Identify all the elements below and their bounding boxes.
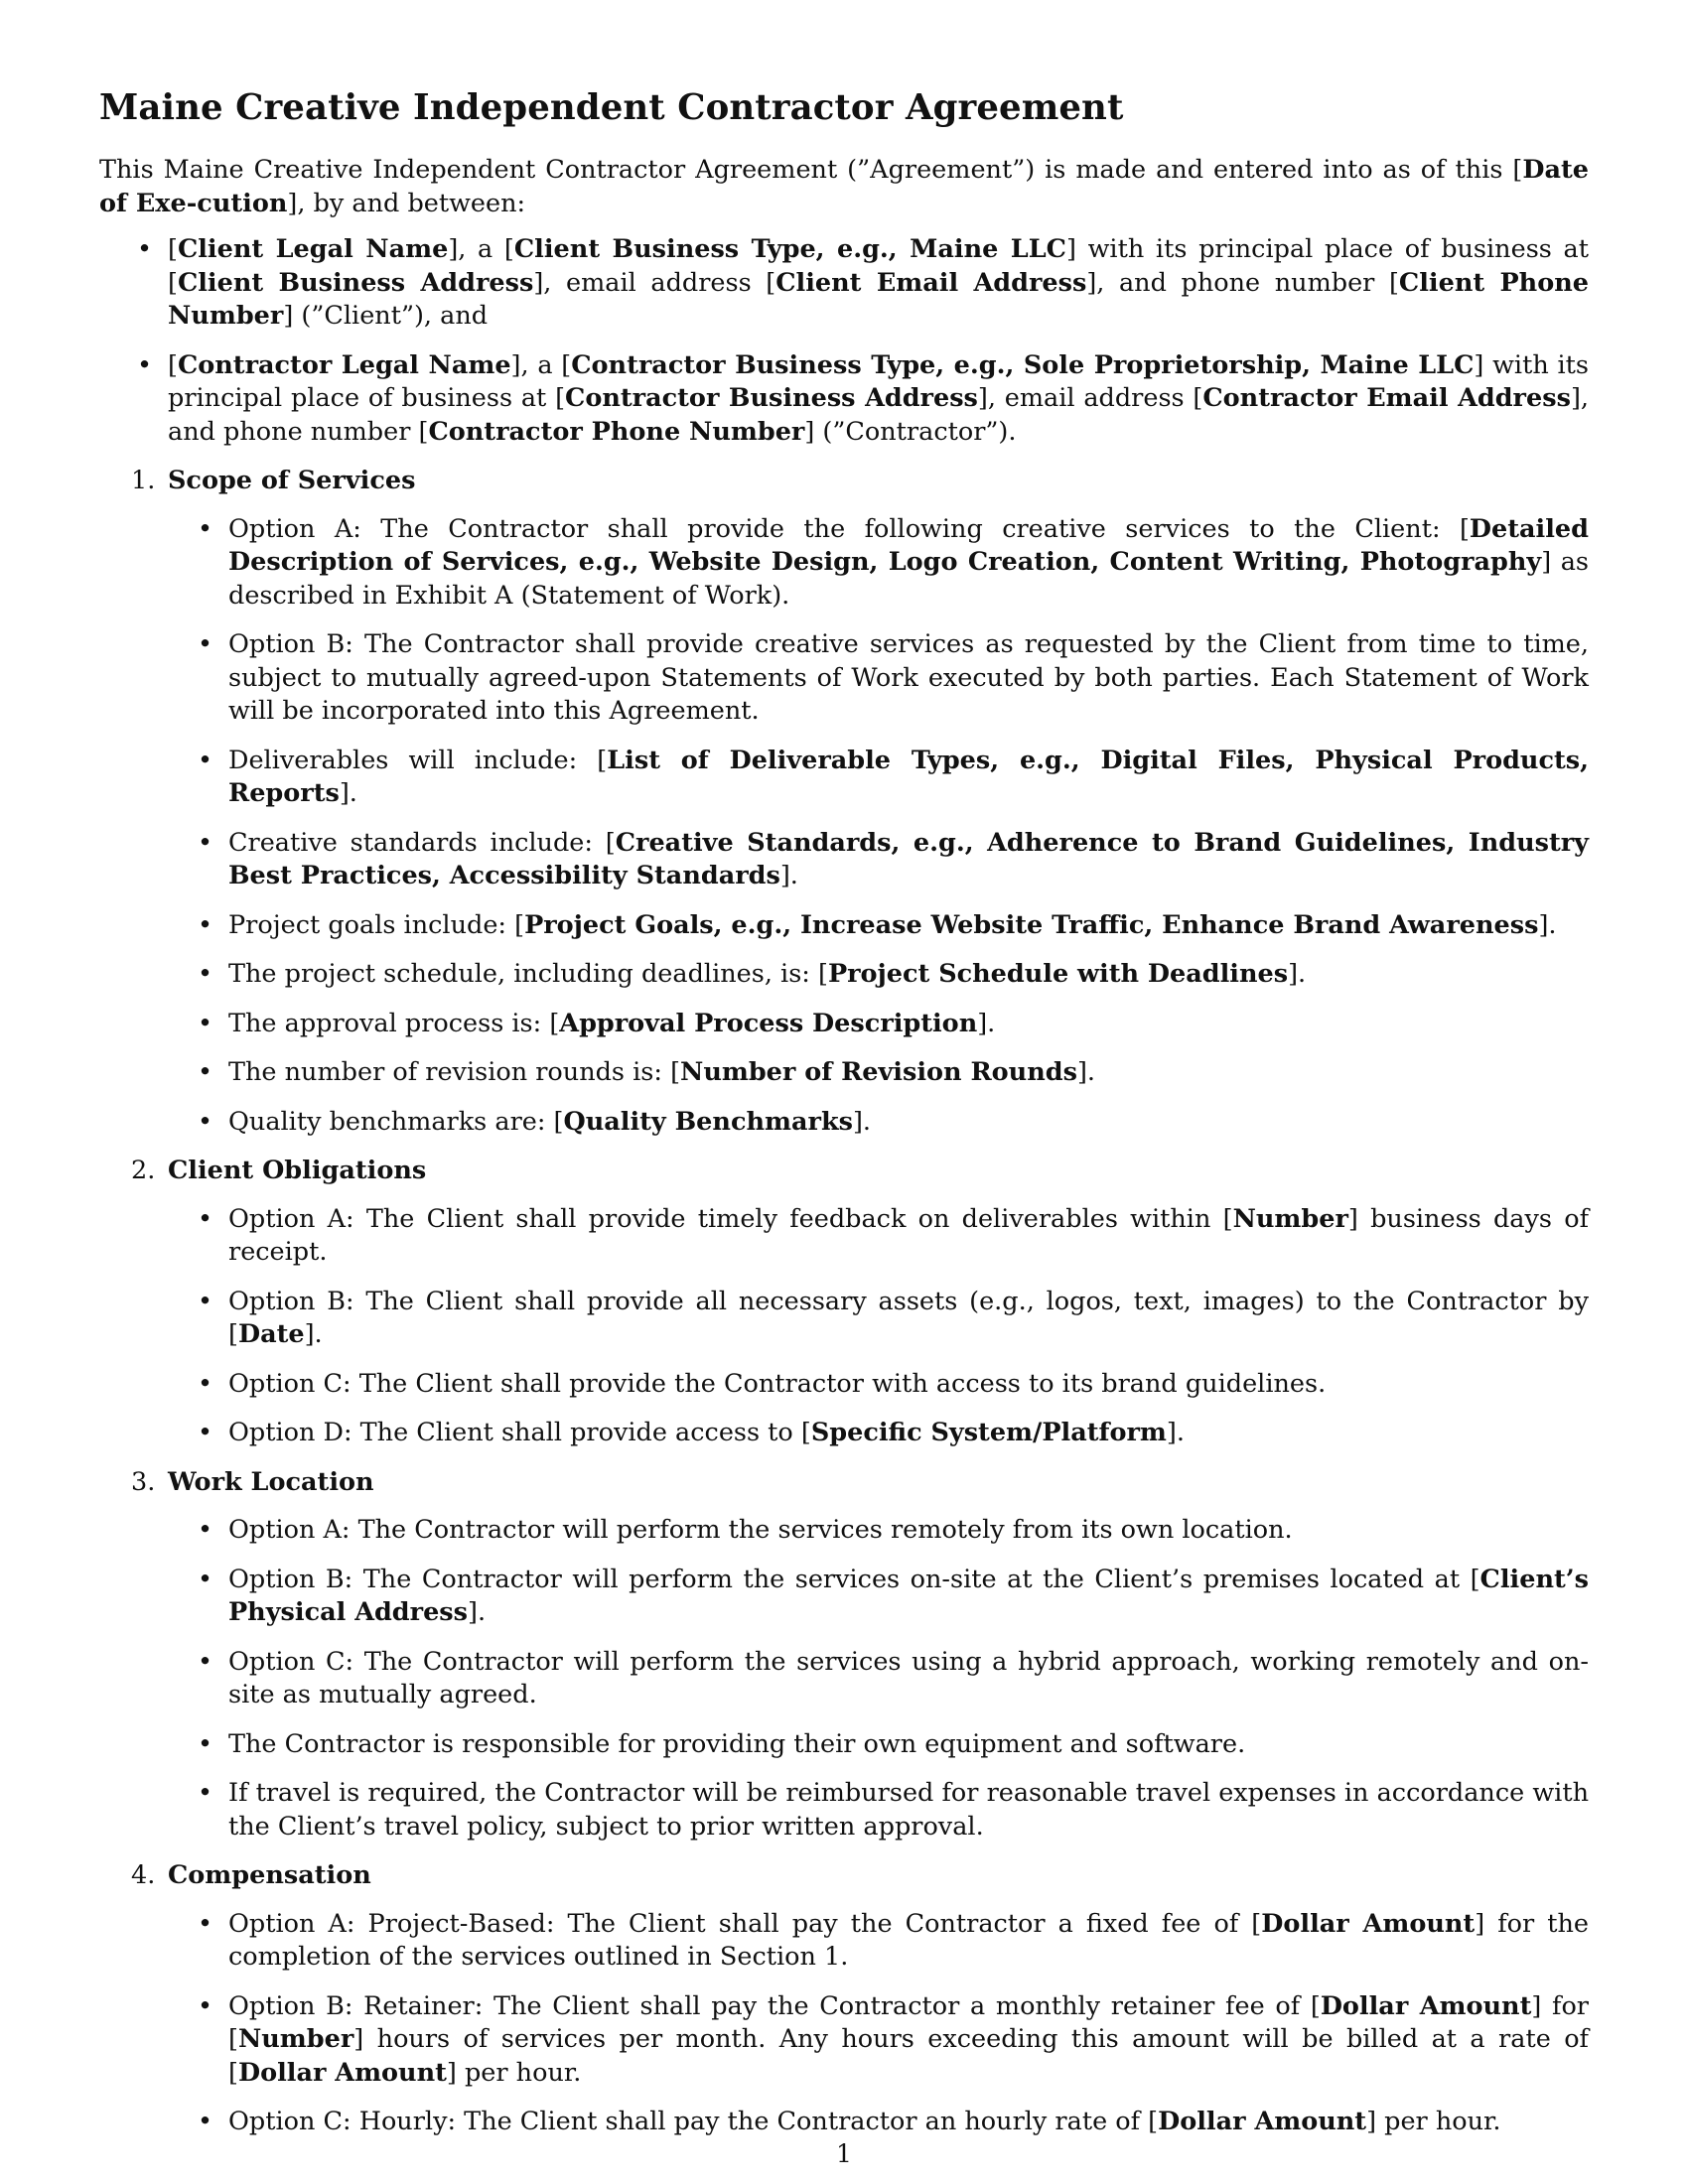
intro-placeholder: Date of Exe-cution <box>99 155 1589 218</box>
placeholder-field: Number <box>1232 1203 1348 1234</box>
item-text: ]. <box>1076 1057 1095 1087</box>
document-page <box>99 87 1589 2155</box>
section-title: Work Location <box>168 1466 374 1497</box>
list-item <box>168 745 1589 811</box>
item-text: Option B: The Contractor shall provide creative services as requested by the Client from time to time, subject to mutually agreed-upon Statements of Work executed by both parties. Each Statement of Work will be incorporated into this Agreement. <box>228 629 1589 726</box>
page-number: 1 <box>836 2139 852 2168</box>
item-text: The Contractor is responsible for providing their own equipment and software. <box>228 1728 1246 1759</box>
parties-list <box>99 233 1589 449</box>
placeholder-field: Client’s Physical Address <box>228 1564 1589 1627</box>
list-item <box>168 1286 1589 1352</box>
item-text: ] for [ <box>228 1990 1589 2054</box>
item-text: If travel is required, the Contractor will be reimbursed for reasonable travel expenses in accordance with the Client’s travel policy, subject to prior written approval. <box>228 1778 1589 1842</box>
item-text: Option B: The Client shall provide all necessary assets (e.g., logos, text, images) to the Contractor by [ <box>228 1286 1589 1349</box>
item-text: Deliverables will include: [ <box>228 745 608 775</box>
party-contractor: • [Contractor Legal Name], a [Contractor Business Type, e.g., Sole Proprietorship, Maine LLC] with its principal place of business at [Contractor Business Address], email address [Contractor Email Address], and phone number [Contractor Phone Number] (”Contractor”). <box>99 349 1589 450</box>
placeholder-field: Creative Standards, e.g., Adherence to Brand Guidelines, Industry Best Practices, Accessibility Standards <box>228 827 1589 890</box>
item-text: ]. <box>1538 909 1557 940</box>
item-text: Option A: The Contractor will perform the services remotely from its own location. <box>228 1515 1293 1545</box>
intro-text: ], by and between: <box>287 188 526 218</box>
item-text: ] for the completion of the services outlined in Section 1. <box>228 1908 1589 1972</box>
list-item <box>168 1368 1589 1402</box>
placeholder-field: Dollar Amount <box>237 2057 447 2088</box>
placeholder-field: Dollar Amount <box>1158 2107 1367 2136</box>
list-item <box>168 513 1589 614</box>
sections-list <box>99 465 1589 2139</box>
list-item <box>168 1908 1589 1975</box>
list-item <box>168 1106 1589 1140</box>
item-text: The number of revision rounds is: [ <box>228 1057 681 1087</box>
item-text: ]. <box>1288 959 1307 989</box>
list-item <box>168 1777 1589 1843</box>
item-text: Option B: The Contractor will perform the services on-site at the Client’s premises located at [ <box>228 1564 1480 1594</box>
placeholder-field: List of Deliverable Types, e.g., Digital Files, Physical Products, Reports <box>228 745 1589 808</box>
placeholder-field: Project Goals, e.g., Increase Website Traffic, Enhance Brand Awareness <box>524 909 1539 940</box>
list-item <box>168 1008 1589 1041</box>
item-text: Option A: Project-Based: The Client shall pay the Contractor a fixed fee of [ <box>228 1908 1262 1939</box>
section-title: Client Obligations <box>168 1156 427 1185</box>
placeholder-field: Quality Benchmarks <box>563 1106 853 1137</box>
list-item <box>168 1056 1589 1090</box>
section-items <box>168 513 1589 1140</box>
item-text: ] as described in Exhibit A (Statement of Work). <box>228 547 1589 611</box>
list-item <box>168 1646 1589 1712</box>
list-item <box>168 1514 1589 1548</box>
item-text: The project schedule, including deadlines, is: [ <box>228 959 828 989</box>
placeholder-field: Number <box>237 2024 354 2054</box>
section-items <box>168 1908 1589 2139</box>
item-text: The approval process is: [ <box>228 1008 560 1038</box>
section-compensation <box>99 1859 1589 2139</box>
party-client: • [Client Legal Name], a [Client Business Type, e.g., Maine LLC] with its principal place of business at [Client Business Address], email address [Client Email Address], and phone number [Client Phone Number] (”Client”), and <box>99 233 1589 334</box>
placeholder-field: Approval Process Description <box>559 1008 978 1038</box>
item-text: ] hours of services per month. Any hours exceeding this amount will be billed at a rate of [ <box>228 2024 1589 2088</box>
item-text: ] business days of receipt. <box>228 1203 1590 1267</box>
list-item <box>168 1203 1589 1270</box>
item-text: Option C: Hourly: The Client shall pay the Contractor an hourly rate of [ <box>228 2107 1159 2136</box>
list-item <box>168 958 1589 992</box>
item-text: Option D: The Client shall provide access to [ <box>228 1418 811 1447</box>
section-items <box>168 1514 1589 1843</box>
item-text: Option C: The Contractor will perform the services using a hybrid approach, working remotely and on-site as mutually agreed. <box>228 1646 1589 1709</box>
list-item <box>168 909 1589 943</box>
item-text: ]. <box>1166 1418 1185 1447</box>
item-text: ]. <box>977 1008 996 1038</box>
item-text: Creative standards include: [ <box>228 827 616 858</box>
section-number: 2. <box>131 1156 156 1185</box>
list-item <box>168 2106 1589 2139</box>
item-text: ]. <box>779 861 798 890</box>
placeholder-field: Dollar Amount <box>1261 1908 1476 1939</box>
list-item <box>168 827 1589 893</box>
item-text: ]. <box>468 1597 487 1627</box>
item-text: ] per hour. <box>446 2057 582 2088</box>
placeholder-field: Project Schedule with Deadlines <box>827 959 1289 989</box>
list-item <box>168 1564 1589 1630</box>
item-text: Option B: Retainer: The Client shall pay the Contractor a monthly retainer fee of [ <box>228 1990 1321 2021</box>
placeholder-field: Detailed Description of Services, e.g., Website Design, Logo Creation, Content Writing, Photography <box>228 513 1589 577</box>
intro-text: This Maine Creative Independent Contractor Agreement (”Agreement”) is made and entered into as of this [ <box>99 155 1523 185</box>
section-title: Compensation <box>168 1860 371 1890</box>
list-item <box>168 1417 1589 1450</box>
item-text: Option C: The Client shall provide the Contractor with access to its brand guidelines. <box>228 1368 1327 1399</box>
placeholder-field: Number of Revision Rounds <box>680 1057 1077 1087</box>
intro-paragraph <box>99 154 1589 220</box>
placeholder-field: Specific System/Platform <box>810 1418 1167 1447</box>
placeholder-field: Date <box>237 1319 305 1349</box>
section-number: 1. <box>131 466 156 495</box>
item-text: Option A: The Contractor shall provide the following creative services to the Client: [ <box>228 513 1470 544</box>
item-text: Option A: The Client shall provide timely feedback on deliverables within [ <box>228 1203 1233 1234</box>
section-work-location <box>99 1466 1589 1844</box>
item-text: ] per hour. <box>1366 2107 1501 2136</box>
item-text: Quality benchmarks are: [ <box>228 1106 564 1137</box>
list-item <box>168 1990 1589 2091</box>
section-items <box>168 1203 1589 1450</box>
list-item <box>168 628 1589 729</box>
item-text: ]. <box>339 778 357 808</box>
section-client-obligations <box>99 1155 1589 1450</box>
item-text: ]. <box>304 1319 323 1349</box>
section-number: 3. <box>131 1466 156 1497</box>
placeholder-field: Dollar Amount <box>1320 1990 1532 2021</box>
item-text: Project goals include: [ <box>228 909 525 940</box>
section-number: 4. <box>131 1860 156 1890</box>
document-title: Maine Creative Independent Contractor Agreement <box>99 87 1124 128</box>
section-title: Scope of Services <box>168 466 416 495</box>
section-scope-of-services <box>99 465 1589 1139</box>
item-text: ]. <box>852 1106 872 1137</box>
list-item <box>168 1728 1589 1762</box>
